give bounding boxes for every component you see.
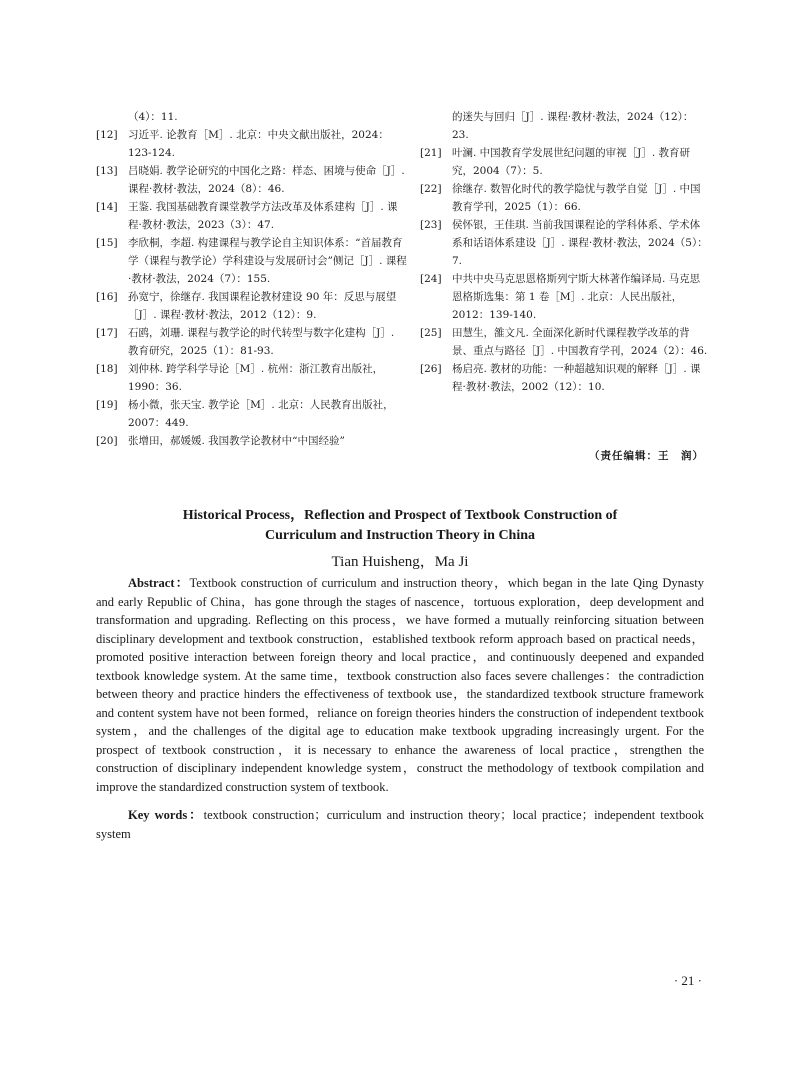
reference-text: 的迷失与回归［J］. 课程·教材·教法，2024（12）：23. [452, 111, 694, 141]
reference-text: 王鉴. 我国基础教育课堂教学方法改革及体系建构［J］. 课程·教材·教法，2023（3）：47. [128, 201, 398, 231]
reference-number: [13] [96, 165, 118, 177]
page-number: · 21 · [673, 973, 702, 988]
reference-21 [420, 144, 710, 180]
reference-text: 吕晓娟. 教学论研究的中国化之路：样态、困境与使命［J］. 课程·教材·教法，2024（8）：46. [128, 165, 405, 195]
reference-number: [22] [420, 183, 442, 195]
reference-20 [96, 432, 408, 450]
reference-number: [19] [96, 399, 118, 411]
reference-number: [20] [96, 435, 118, 447]
abstract-label: Abstract： [128, 576, 190, 590]
reference-number: [12] [96, 129, 118, 141]
reference-text: 中共中央马克思恩格斯列宁斯大林著作编译局. 马克思恩格斯选集：第 1 卷［M］. 北京：人民出版社，2012：139-140. [452, 273, 701, 321]
reference-number: [17] [96, 327, 118, 339]
reference-18 [96, 360, 408, 396]
reference-25 [420, 324, 710, 360]
references-left-column [96, 108, 408, 450]
reference-cont [420, 108, 710, 144]
reference-text: 孙宽宁，徐继存. 我国课程论教材建设 90 年：反思与展望［J］. 课程·教材·教法，2012（12）：9. [128, 291, 397, 321]
reference-text: 田慧生，雒文凡. 全面深化新时代课程教学改革的背景、重点与路径［J］. 中国教育学刊，2024（2）：46. [452, 327, 708, 357]
reference-number: [25] [420, 327, 442, 339]
keywords-label: Key words： [128, 808, 204, 822]
reference-number: [23] [420, 219, 442, 231]
english-title [96, 506, 704, 546]
reference-number: [16] [96, 291, 118, 303]
reference-number: [14] [96, 201, 118, 213]
abstract-text: Textbook construction of curriculum and instruction theory，which began in the late Qing Dynasty and early Republic of China，has gone through the stages of nascence，tortuous exploration，deep development and transformation and upgrading. Reflecting on this process，we have formed a mutually reinforcing situation between disciplinary development and textbook construction，established textbook reform approach based on practical needs，promoted positive interaction between foreign theory and local practice，and continuously deepened and expanded textbook knowledge system. At the same time，textbook construction also faces severe challenges：the contradiction between theory and practice hinders the effectiveness of textbook use，the standardized textbook structure framework and content system have not been formed，reliance on foreign theories hinders the construction of independent textbook system，and the challenges of the digital age to education make textbook upgrading increasingly urgent. For the prospect of textbook construction，it is necessary to enhance the awareness of local practice，strengthen the construction of disciplinary independent knowledge system，construct the methodology of textbook compilation and improve the standardized construction system of textbook. [96, 576, 704, 794]
reference-number: [24] [420, 273, 442, 285]
reference-13 [96, 162, 408, 198]
reference-number: [18] [96, 363, 118, 375]
reference-12 [96, 126, 408, 162]
reference-number: [26] [420, 363, 442, 375]
reference-text: 石鸥，刘珊. 课程与教学论的时代转型与数字化建构［J］. 教育研究，2025（1）：81-93. [128, 327, 395, 357]
reference-text: 侯怀银，王佳琪. 当前我国课程论的学科体系、学术体系和话语体系建设［J］. 课程·教材·教法，2024（5）：7. [452, 219, 708, 267]
reference-15 [96, 234, 408, 288]
reference-text: 叶澜. 中国教育学发展世纪问题的审视［J］. 教育研究，2004（7）：5. [452, 147, 691, 177]
english-title-line-1: Historical Process，Reflection and Prospect of Textbook Construction of [182, 508, 618, 523]
english-authors: Tian Huisheng，Ma Ji [331, 554, 469, 570]
reference-16 [96, 288, 408, 324]
reference-number: [15] [96, 237, 118, 249]
keywords-text: textbook construction；curriculum and instruction theory；local practice；independent textbook system [96, 808, 704, 841]
reference-text: 徐继存. 数智化时代的教学隐忧与教学自觉［J］. 中国教育学刊，2025（1）：66. [452, 183, 701, 213]
reference-number: [21] [420, 147, 442, 159]
reference-text: 杨启亮. 教材的功能：一种超越知识观的解释［J］. 课程·教材·教法，2002（12）：10. [452, 363, 701, 393]
reference-17 [96, 324, 408, 360]
reference-19 [96, 396, 408, 432]
english-keywords [96, 806, 704, 843]
references-right-column [420, 108, 710, 396]
reference-22 [420, 180, 710, 216]
english-abstract [96, 574, 704, 796]
responsible-editor: （责任编辑：王 润） [589, 450, 704, 462]
reference-text: 刘仲林. 跨学科学导论［M］. 杭州：浙江教育出版社，1990：36. [128, 363, 384, 393]
reference-text: 习近平. 论教育［M］. 北京：中央文献出版社，2024：123-124. [128, 129, 389, 159]
reference-24 [420, 270, 710, 324]
english-title-line-2: Curriculum and Instruction Theory in China [264, 528, 536, 543]
reference-text: 杨小微，张天宝. 教学论［M］. 北京：人民教育出版社，2007：449. [128, 399, 394, 429]
reference-26 [420, 360, 710, 396]
reference-14 [96, 198, 408, 234]
reference-text: 李欣桐，李超. 构建课程与教学论自主知识体系：“首届教育学（课程与教学论）学科建设与发展研讨会”侧记［J］. 课程·教材·教法，2024（7）：155. [128, 237, 407, 285]
reference-text: 张增田，郝媛媛. 我国教学论教材中“中国经验” [128, 435, 345, 447]
reference-cont [96, 108, 408, 126]
reference-text: （4）：11. [128, 111, 178, 123]
reference-23 [420, 216, 710, 270]
